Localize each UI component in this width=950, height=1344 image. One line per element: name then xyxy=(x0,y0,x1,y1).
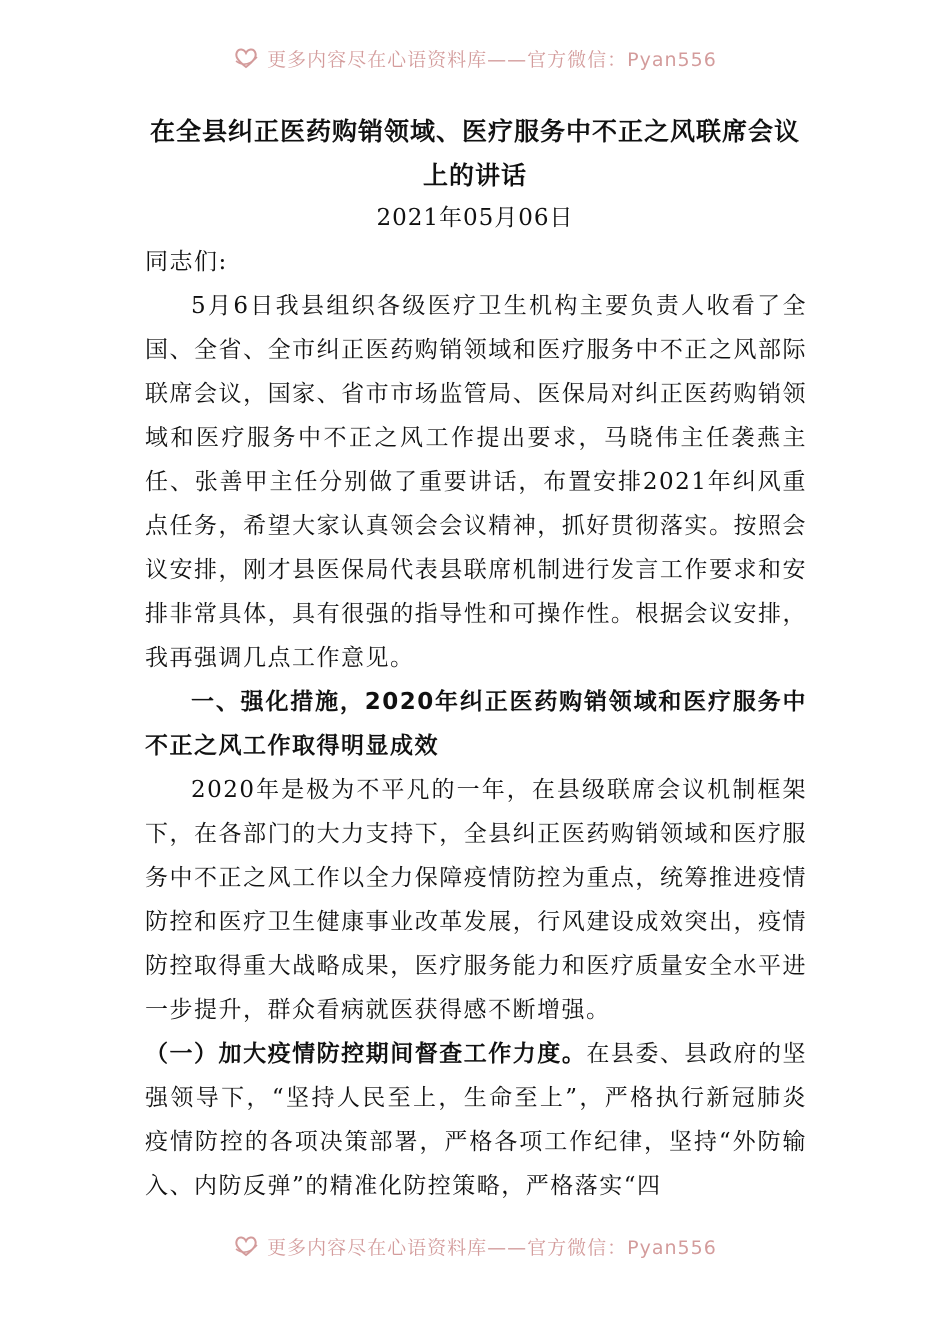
paragraph-intro: 5月6日我县组织各级医疗卫生机构主要负责人收看了全国、全省、全市纠正医药购销领域和医疗服务中不正之风部际联席会议，国家、省市市场监管局、医保局对纠正医药购销领域和医疗服务中不正之风工作提出要求，马晓伟主任袭燕主任、张善甲主任分别做了重要讲话，布置安排2021年纠风重点任务，希望大家认真领会会议精神，抓好贯彻落实。按照会议安排，刚才县医保局代表县联席机制进行发言工作要求和安排非常具体，具有很强的指导性和可操作性。根据会议安排，我再强调几点工作意见。 xyxy=(145,293,807,671)
watermark-text: 更多内容尽在心语资料库——官方微信：Pyan556 xyxy=(267,1236,717,1259)
salutation: 同志们: xyxy=(145,249,228,275)
heart-swoosh-logo-icon xyxy=(233,47,259,69)
document-date: 2021年05月06日 xyxy=(376,205,574,231)
subsection-1-heading: （一）加大疫情防控期间督查工作力度。 xyxy=(145,1041,587,1067)
document-title-line1: 在全县纠正医药购销领域、医疗服务中不正之风联席会议 xyxy=(149,117,800,146)
watermark-text: 更多内容尽在心语资料库——官方微信：Pyan556 xyxy=(267,48,717,71)
paragraph-2020-review: 2020年是极为不平凡的一年，在县级联席会议机制框架下，在各部门的大力支持下，全县纠正医药购销领域和医疗服务中不正之风工作以全力保障疫情防控为重点，统筹推进疫情防控和医疗卫生健康事业改革发展，行风建设成效突出，疫情防控取得重大战略成果，医疗服务能力和医疗质量安全水平进一步提升，群众看病就医获得感不断增强。 xyxy=(145,777,807,1023)
document-body xyxy=(145,240,807,1208)
section-heading-1: 一、强化措施，2020年纠正医药购销领域和医疗服务中不正之风工作取得明显成效 xyxy=(145,689,807,759)
watermark-banner-top xyxy=(0,44,950,72)
subsection-1-text: 在县委、县政府的坚强领导下，“坚持人民至上，生命至上”，严格执行新冠肺炎疫情防控的各项决策部署，严格各项工作纪律，坚持“外防输入、内防反弹”的精准化防控策略，严格落实“四 xyxy=(145,1041,808,1199)
document-title-line2: 上的讲话 xyxy=(422,161,527,190)
watermark-banner-bottom xyxy=(0,1232,950,1260)
heart-swoosh-logo-icon xyxy=(233,1235,259,1257)
subsection-1 xyxy=(145,1032,807,1208)
